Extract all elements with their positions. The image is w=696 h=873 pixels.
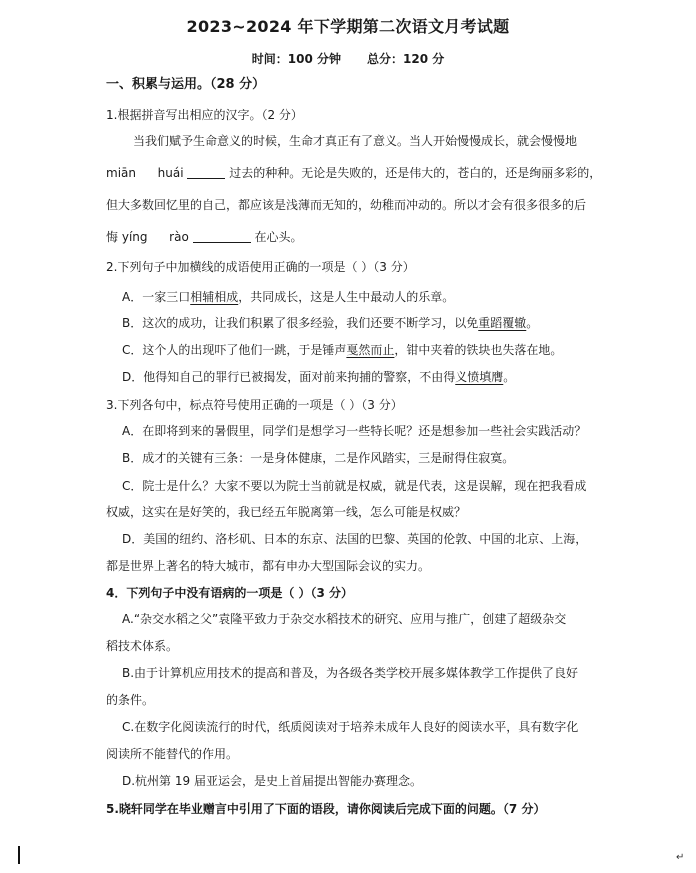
q2-option-d xyxy=(122,368,515,386)
q3-option-c-line-2: 权威，这实在是好笑的，我已经五年脱离第一线，怎么可能是权威？ xyxy=(106,505,467,519)
q2-option-c-idiom: 戛然而止 xyxy=(346,343,395,357)
exam-meta xyxy=(0,50,696,67)
q3-option-d-line-1: D．美国的纽约、洛杉矶、日本的东京、法国的巴黎、英国的伦敦、中国的北京、上海， xyxy=(122,532,588,546)
q3-option-d-line-2: 都是世界上著名的特大城市，都有申办大型国际会议的实力。 xyxy=(106,559,431,573)
q2-option-b-text: B．这次的成功，让我们积累了很多经验，我们还要不断学习，以免 xyxy=(122,316,479,330)
pinyin-rao: rào xyxy=(169,230,189,244)
q1-paragraph-line-4 xyxy=(106,228,302,246)
q2-option-b-rest: 。 xyxy=(526,316,539,330)
pinyin-huai: huái xyxy=(157,166,184,180)
q3-option-b: B．成才的关键有三条：一是身体健康，二是作风踏实，三是耐得住寂寞。 xyxy=(122,451,515,465)
q4-option-a-line-2: 稻技术体系。 xyxy=(106,639,179,653)
q1-paragraph-line-2-text: 过去的种种。无论是失败的，还是伟大的，苍白的，还是绚丽多彩的， xyxy=(229,166,602,180)
q4-prompt: 4．下列句子中没有语病的一项是（ ）（3 分） xyxy=(106,586,354,600)
q2-option-c-rest: ，钳中夹着的铁块也失落在地。 xyxy=(394,343,563,357)
q2-option-d-text: D．他得知自己的罪行已被揭发，面对前来拘捕的警察，不由得 xyxy=(122,370,456,384)
q2-option-a-text: A．一家三口 xyxy=(122,290,191,304)
q1-prompt: 1.根据拼音写出相应的汉字。（2 分） xyxy=(106,108,303,122)
q2-option-d-idiom: 义愤填膺 xyxy=(455,370,504,384)
q3-option-a: A．在即将到来的暑假里，同学们是想学习一些特长呢？还是想参加一些社会实践活动？ xyxy=(122,424,587,438)
q4-option-c-line-2: 阅读所不能替代的作用。 xyxy=(106,747,239,761)
q1-line-4-lead: 悔 xyxy=(106,230,119,244)
q3-prompt: 3.下列各句中，标点符号使用正确的一项是（ ）（3 分） xyxy=(106,398,403,412)
section-heading: 一、积累与运用。（28 分） xyxy=(106,77,266,92)
q1-paragraph-line-1: 当我们赋予生命意义的时候，生命才真正有了意义。当人开始慢慢成长，就会慢慢地 xyxy=(133,134,578,148)
pinyin-mian: miān xyxy=(106,166,136,180)
q1-paragraph-line-3: 但大多数回忆里的自己，都应该是浅薄而无知的，幼稚而冲动的。所以才会有很多很多的后 xyxy=(106,198,587,212)
q2-option-a xyxy=(122,288,454,306)
answer-blank-2[interactable] xyxy=(193,228,251,243)
exam-time: 时间：100 分钟 xyxy=(251,52,341,66)
q4-option-d: D.杭州第 19 届亚运会，是史上首届提出智能办赛理念。 xyxy=(122,774,422,788)
q1-paragraph-line-2 xyxy=(106,164,601,182)
q2-option-a-idiom: 相辅相成 xyxy=(190,290,239,304)
q4-option-b-line-2: 的条件。 xyxy=(106,693,155,707)
exam-title: 2023~2024 年下学期第二次语文月考试题 xyxy=(186,17,510,36)
q4-option-a-line-1: A.“杂交水稻之父”袁隆平致力于杂交水稻技术的研究、应用与推广，创建了超级杂交 xyxy=(122,612,567,626)
q2-option-d-rest: 。 xyxy=(503,370,516,384)
exam-total-score: 总分：120 分 xyxy=(367,52,445,66)
q1-line-4-text: 在心头。 xyxy=(254,230,303,244)
q2-option-c-text: C．这个人的出现吓了他们一跳，于是锤声 xyxy=(122,343,347,357)
text-cursor xyxy=(18,846,20,864)
q2-option-b xyxy=(122,314,538,332)
paragraph-return-mark: ↵ xyxy=(676,852,685,863)
q4-option-c-line-1: C.在数字化阅读流行的时代，纸质阅读对于培养未成年人良好的阅读水平，具有数字化 xyxy=(122,720,579,734)
q3-option-c-line-1: C．院士是什么？大家不要以为院士当前就是权威，就是代表，这是误解，现在把我看成 xyxy=(122,479,587,493)
q2-option-c xyxy=(122,341,562,359)
q2-option-a-rest: ，共同成长，这是人生中最动人的乐章。 xyxy=(238,290,455,304)
q2-prompt: 2.下列句子中加横线的成语使用正确的一项是（ ）（3 分） xyxy=(106,260,415,274)
q5-prompt: 5.晓轩同学在毕业赠言中引用了下面的语段，请你阅读后完成下面的问题。（7 分） xyxy=(106,802,546,816)
pinyin-ying: yíng xyxy=(121,230,148,244)
q2-option-b-idiom: 重蹈覆辙 xyxy=(478,316,527,330)
q4-option-b-line-1: B.由于计算机应用技术的提高和普及，为各级各类学校开展多媒体教学工作提供了良好 xyxy=(122,666,579,680)
answer-blank-1[interactable] xyxy=(187,164,225,179)
